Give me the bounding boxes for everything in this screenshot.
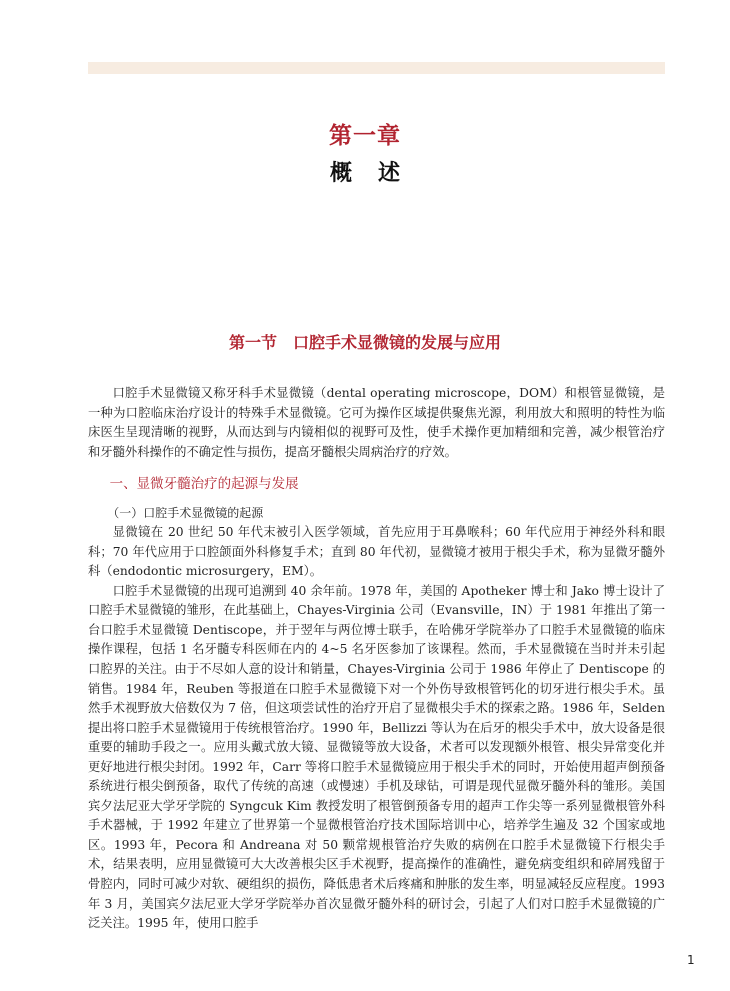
subsection-heading: 一、显微牙髓治疗的起源与发展	[109, 476, 299, 493]
header-band	[88, 62, 665, 74]
chapter-title: 概述	[329, 161, 426, 186]
sub-subsection-heading: （一）口腔手术显微镜的起源	[107, 506, 264, 521]
section-heading	[0, 330, 730, 353]
chapter-number: 第一章	[329, 123, 401, 149]
section-title: 口腔手术显微镜的发展与应用	[293, 333, 502, 352]
section-number: 第一节	[228, 333, 277, 352]
page-number: 1	[687, 953, 695, 967]
paragraph-1: 显微镜在 20 世纪 50 年代末被引入医学领域，首先应用于耳鼻喉科；60 年代应用于神经外科和眼科；70 年代应用于口腔颌面外科修复手术；直到 80 年代初，显微镜才被用于根尖手术，称为显微牙髓外科（endodontic microsurgery，EM）。	[88, 525, 665, 579]
body-text	[88, 384, 665, 934]
intro-paragraph: 口腔手术显微镜又称牙科手术显微镜（dental operating microscope，DOM）和根管显微镜，是一种为口腔临床治疗设计的特殊手术显微镜。它可为操作区域提供聚焦光源，利用放大和照明的特性为临床医生呈现清晰的视野，从而达到与内镜相似的视野可及性，使手术操作更加精细和完善，减少根管治疗和牙髓外科操作的不确定性与损伤，提高牙髓根尖周病治疗的疗效。	[88, 386, 665, 459]
paragraph-2: 口腔手术显微镜的出现可追溯到 40 余年前。1978 年，美国的 Apotheker 博士和 Jako 博士设计了口腔手术显微镜的雏形，在此基础上，Chayes-Virginia 公司（Evansville，IN）于 1981 年推出了第一台口腔手术显微镜 Dentiscope，并于翌年与两位博士联手，在哈佛牙学院举办了口腔手术显微镜的临床操作课程，包括 1 名牙髓专科医师在内的 4~5 名牙医参加了该课程。然而，手术显微镜在当时并未引起口腔界的关注。由于不尽如人意的设计和销量，Chayes-Virginia 公司于 1986 年停止了 Dentiscope 的销售。1984 年，Reuben 等报道在口腔手术显微镜下对一个外伤导致根管钙化的切牙进行根尖手术。虽然手术视野放大倍数仅为 7 倍，但这项尝试性的治疗开启了显微根尖手术的探索之路。1986 年，Selden 提出将口腔手术显微镜用于传统根管治疗。1990 年，Bellizzi 等认为在后牙的根尖手术中，放大设备是很重要的辅助手段之一。应用头戴式放大镜、显微镜等放大设备，术者可以发现额外根管、根尖异常变化并更好地进行根尖封闭。1992 年，Carr 等将口腔手术显微镜应用于根尖手术的同时，开始使用超声倒预备系统进行根尖倒预备，取代了传统的高速（或慢速）手机及球钻，可谓是现代显微牙髓外科的雏形。美国宾夕法尼亚大学牙学院的 Syngcuk Kim 教授发明了根管倒预备专用的超声工作尖等一系列显微根管外科手术器械，于 1992 年建立了世界第一个显微根管治疗技术国际培训中心，培养学生遍及 32 个国家或地区。1993 年，Pecora 和 Andreana 对 50 颗常规根管治疗失败的病例在口腔手术显微镜下行根尖手术，结果表明，应用显微镜可大大改善根尖区手术视野，提高操作的准确性，避免病变组织和碎屑残留于骨腔内，同时可减少对软、硬组织的损伤，降低患者术后疼痛和肿胀的发生率，明显减轻反应程度。1993 年 3 月，美国宾夕法尼亚大学牙学院举办首次显微牙髓外科的研讨会，引起了人们对口腔手术显微镜的广泛关注。1995 年，使用口腔手	[88, 583, 665, 931]
